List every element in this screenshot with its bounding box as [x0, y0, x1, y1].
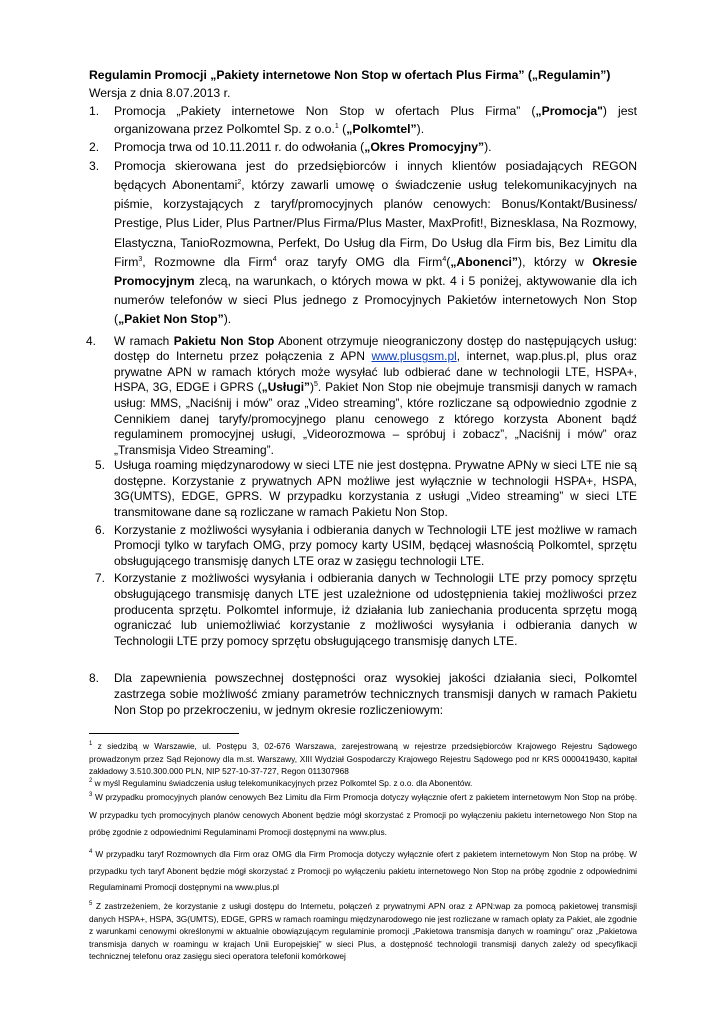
- clause-7: 7. Korzystanie z możliwości wysyłania i odbierania danych w Technologii LTE przy pomocy sprzętu obsługującego transmisję danych LTE jest uzależnione od udostępnienia takiej możliwości przez producenta sprzętu. Polkomtel informuje, iż działania lub zaniechania producenta sprzętu mogą ograniczać lub uniemożliwiać korzystanie z możliwości wysyłania i odbierania danych w Technologii LTE przy pomocy sprzętu obsługującego transmisję danych LTE.: [95, 571, 637, 648]
- footnote-4: $^4$ W przypadku taryf Rozmownych dla Firm oraz OMG dla Firm Promocja dotyczy wyłącznie ofert z pakietem internetowym Non Stop na próbę. W przypadku tych taryf Abonent będzie mógł skorzystać z Promocji po wyłączeniu pakietu internetowego Non Stop na próbę zgodnie z odpowiednimi Regulaminami Promocji dostępnymi na www.plus.pl: [89, 849, 637, 892]
- clause-6: 6. Korzystanie z możliwości wysyłania i odbierania danych w Technologii LTE jest możliwe w ramach Promocji tylko w taryfach OMG, przy pomocy karty USIM, będącej własnością Polkomtel, sprzętu obsługującego transmisję danych LTE oraz w zasięgu technologii LTE.: [95, 522, 637, 568]
- footnote-separator: [89, 733, 239, 734]
- clause-1: 1. Promocja „Pakiety internetowe Non Stop w ofertach Plus Firma” („Promocja") jest organizowana przez Polkomtel Sp. z o.o.$^1$ („Polkomtel”).: [89, 104, 637, 136]
- clause-2: 2. Promocja trwa od 10.11.2011 r. do odwołania („Okres Promocyjny”).: [89, 139, 492, 154]
- footnote-5: $^5$ Z zastrzeżeniem, że korzystanie z usługi dostępu do Internetu, połączeń z prywatnymi APN oraz z APN:wap za pomocą pakietowej transmisji danych HSPA+, HSPA, 3G(UMTS), EDGE, GPRS w ramach roamingu międzynarodowego nie jest rozliczane w ramach opłaty za Pakiet, ale zgodnie z warunkami cenowymi określonymi w aktualnie obowiązującym regulaminie promocji „Pakietowa transmisja danych w roamingu” oraz „Pakietowa transmisja danych w roamingu w krajach Unii Europejskiej” w sieci Plus, a dostępność technologii transmisji danych zależy od specyfikacji technicznej telefonu oraz zasięgu sieci operatora telefonii komórkowej: [89, 901, 637, 961]
- clause-8: 8. Dla zapewnienia powszechnej dostępności oraz wysokiej jakości działania sieci, Polkomtel zastrzega sobie możliwość zmiany parametrów technicznych transmisji danych w ramach Pakietu Non Stop po przekroczeniu, w jednym okresie rozliczeniowym:: [89, 671, 637, 717]
- footnote-2: $^2$ w myśl Regulaminu świadczenia usług telekomunikacyjnych przez Polkomtel Sp. z o.o. dla Abonentów.: [89, 778, 473, 788]
- document-version: Wersja z dnia 8.07.2013 r.: [89, 86, 231, 100]
- footnote-1: $^1$ z siedzibą w Warszawie, ul. Postępu 3, 02-676 Warszawa, zarejestrowaną w rejestrze przedsiębiorców Krajowego Rejestru Sądowego prowadzonym przez Sąd Rejonowy dla m.st. Warszawy, XIII Wydział Gospodarczy Krajowego Rejestru Sądowego pod nr KRS 0000419430, kapitał zakładowy 3.510.300.000 PLN, NIP 527-10-37-727, Regon 011307968: [89, 741, 637, 776]
- clause-3: 3. Promocja skierowana jest do przedsiębiorców i innych klientów posiadających REGON będących Abonentami$^2$, którzy zawarli umowę o świadczenie usług telekomunikacyjnych na piśmie, korzystających z taryf/promocyjnych planów cenowych: Bonus/Kontakt/Business/ Prestige, Plus Lider, Plus Partner/Plus Firma/Plus Master, MaxProfit!, Biznesklasa, Na Rozmowy, Elastyczna, TanioRozmowna, Perfekt, Do Usług dla Firm, Do Usług dla Firm bis, Bez Limitu dla Firm$^3$, Rozmowne dla Firm$^4$ oraz taryfy OMG dla Firm$^4$(„Abonenci”), którzy w Okresie Promocyjnym zlecą, na warunkach, o których mowa w pkt. 4 i 5 poniżej, aktywowanie dla ich numerów telefonów w sieci Plus jednego z Promocyjnych Pakietów internetowych Non Stop („Pakiet Non Stop”).: [89, 158, 637, 327]
- clauses-list: [86, 103, 637, 718]
- document-title: Regulamin Promocji „Pakiety internetowe Non Stop w ofertach Plus Firma” („Regulamin”): [89, 68, 611, 82]
- clause-4: 4. W ramach Pakietu Non Stop Abonent otrzymuje nieograniczony dostęp do następujących usług: dostęp do Internetu przez połączenia z APN www.plusgsm.pl, internet, wap.plus.pl, plus oraz prywatne APN w ramach których może wysyłać lub odbierać dane w technologii LTE, HSPA+, HSPA, 3G, EDGE i GPRS („Usługi”)$^5$. Pakiet Non Stop nie obejmuje transmisji danych w ramach usług: MMS, „Naciśnij i mów” oraz „Video streaming”, które rozliczane są odpowiednio zgodnie z Cennikiem danej taryfy/promocyjnego planu cenowego z którego korzysta Abonent bądź regulaminem promocyjnej usługi, „Videorozmowa – spróbuj i zobacz”, „Naciśnij i mów” oraz „Transmisja Video Streaming”.: [86, 333, 637, 457]
- footnote-3: $^3$ W przypadku promocyjnych planów cenowych Bez Limitu dla Firm Promocja dotyczy wyłącznie ofert z pakietem internetowym Non Stop na próbę. W przypadku tych promocyjnych planów cenowych Abonent będzie mógł skorzystać z Promocji po wyłączeniu pakietu internetowego Non Stop na próbę zgodnie z odpowiednimi Regulaminami Promocji dostępnymi na www.plus.: [89, 792, 637, 837]
- regulation-document: [86, 66, 637, 718]
- plusgsm-link[interactable]: www.plusgsm.pl: [371, 349, 457, 364]
- clause-5: 5. Usługa roaming międzynarodowy w sieci LTE nie jest dostępna. Prywatne APNy w sieci LTE nie są dostępne. Korzystanie z prywatnych APN możliwe jest wyłącznie w technologii HSPA+, HSPA, 3G(UMTS), EDGE, GPRS. W przypadku korzystania z usługi „Video streaming” w sieci LTE transmitowane dane są rozliczane w ramach Pakietu Non Stop.: [95, 458, 637, 520]
